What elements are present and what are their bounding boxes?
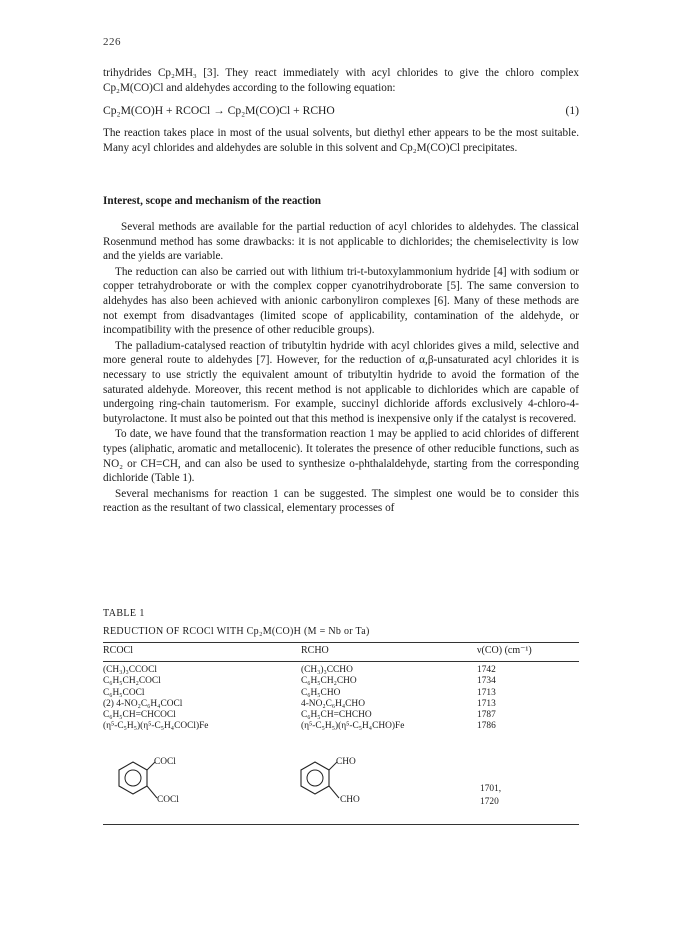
nu-co-value: 1720 — [480, 797, 499, 807]
table-1 — [103, 608, 579, 733]
nu-co-value: 1701, — [480, 784, 502, 794]
table-header-row — [103, 643, 579, 658]
structure-label: CHO — [336, 757, 356, 767]
body-paragraph: To date, we have found that the transformation reaction 1 may be applied to acid chlorides of different types (aliphatic, aromatic and metallocenic). It tolerates the presence of other reducible functions, such as NO₂ or CH=CH, and can also be used to synthesize o-phthalaldehyde, starting from the corresponding dichloride (Table 1). — [103, 428, 579, 485]
table-row — [103, 721, 579, 732]
body-paragraph: Several methods are available for the partial reduction of acyl chlorides to aldehydes. The classical Rosenmund method has some drawbacks: it is not applicable to dichlorides; the chemiselectivity is low and the yields are variable. — [103, 221, 579, 263]
equation-number: (1) — [565, 104, 579, 117]
table-row — [103, 688, 579, 699]
header-nu-co: ν(CO) (cm⁻¹) — [477, 645, 532, 656]
cell-nu-co: 1734 — [477, 676, 496, 687]
page-number: 226 — [103, 36, 121, 48]
header-rcho: RCHO — [301, 645, 329, 656]
body-paragraph: Several mechanisms for reaction 1 can be suggested. The simplest one would be to consider this reaction as the resultant of two classical, elementary processes of — [103, 487, 579, 515]
table-row — [103, 665, 579, 676]
equation-text: Cp₂M(CO)H + RCOCl → Cp₂M(CO)Cl + RCHO — [103, 104, 335, 117]
reduction-table — [103, 643, 579, 658]
table-label: TABLE 1 — [103, 608, 145, 619]
cell-rcocl: (CH₃)₃CCOCl — [103, 665, 157, 675]
cell-nu-co: 1742 — [477, 665, 496, 675]
cell-nu-co: 1787 — [477, 710, 496, 721]
cell-rcho: C₆H₅CH=CHCHO — [301, 710, 372, 721]
cell-rcocl: C₆H₅COCl — [103, 687, 145, 698]
cell-nu-co: 1713 — [477, 687, 496, 698]
cell-rcocl: (η⁵-C₅H₅)(η⁵-C₅H₄COCl)Fe — [103, 721, 209, 732]
table-row — [103, 710, 579, 721]
cell-nu-co: 1713 — [477, 698, 496, 709]
cell-rcocl: C₆H₅CH=CHCOCl — [103, 710, 176, 721]
body-text — [103, 220, 579, 517]
cell-rcho: (η⁵-C₅H₅)(η⁵-C₅H₄CHO)Fe — [301, 721, 405, 732]
body-paragraph: The palladium-catalysed reaction of tributyltin hydride with acyl chlorides gives a mild, selective and more general route to aldehydes [7]. However, for the reduction of α,β-unsaturated acyl chlorides it is necessary to use strictly the equivalent amount of tributyltin hydride to avoid the formation of the saturated aldehyde. Moreover, this recent method is not applicable to dichlorides which are capable of undergoing ring-chain tautomerism. For example, succinyl dichloride affords exclusively 4-chloro-4-butyrolactone. It must also be pointed out that this method is inexpensive only if the catalyst is recovered. — [103, 339, 579, 425]
table-title: REDUCTION OF RCOCl WITH Cp₂M(CO)H (M = Nb or Ta) — [103, 626, 370, 637]
structure-label: COCl — [157, 795, 179, 805]
equation-1 — [103, 104, 579, 117]
structure-label: COCl — [154, 757, 176, 767]
table-header-rule — [103, 661, 579, 662]
cell-rcho: (CH₃)₃CCHO — [301, 665, 353, 675]
cell-rcocl: C₆H₅CH₂COCl — [103, 676, 161, 687]
body-paragraph: The reduction can also be carried out with lithium tri-t-butoxylammonium hydride [4] with sodium or copper tetrahydroborate or with the complex copper cyanotrihydroborate [5]. The same conversion to aldehydes has also been achieved with anionic carbonyliron complexes [6]. Many of these methods are not exempt from disadvantages (limited scope of applicability, contamination of the aldehyde, or incompatibility with the presence of other reducible groups). — [103, 265, 579, 337]
section-heading: Interest, scope and mechanism of the reaction — [103, 195, 322, 207]
cell-rcocl: (2) 4-NO₂C₆H₄COCl — [103, 698, 183, 709]
cell-rcho: C₆H₅CHO — [301, 687, 341, 698]
table-bottom-rule — [103, 824, 579, 825]
table-row — [103, 676, 579, 687]
cell-rcho: 4-NO₂C₆H₄CHO — [301, 698, 365, 709]
solvent-paragraph: The reaction takes place in most of the usual solvents, but diethyl ether appears to be the most suitable. Many acyl chlorides and aldehydes are soluble in this solvent and Cp₂M(CO)Cl precipitates. — [103, 127, 579, 154]
intro-paragraph: trihydrides Cp₂MH₃ [3]. They react immediately with acyl chlorides to give the chloro complex Cp₂M(CO)Cl and aldehydes according to the following equation: — [103, 67, 579, 94]
structure-label: CHO — [340, 795, 360, 805]
cell-rcho: C₆H₅CH₂CHO — [301, 676, 357, 687]
table-row — [103, 699, 579, 710]
header-rcocl: RCOCl — [103, 645, 134, 656]
cell-nu-co: 1786 — [477, 721, 496, 732]
